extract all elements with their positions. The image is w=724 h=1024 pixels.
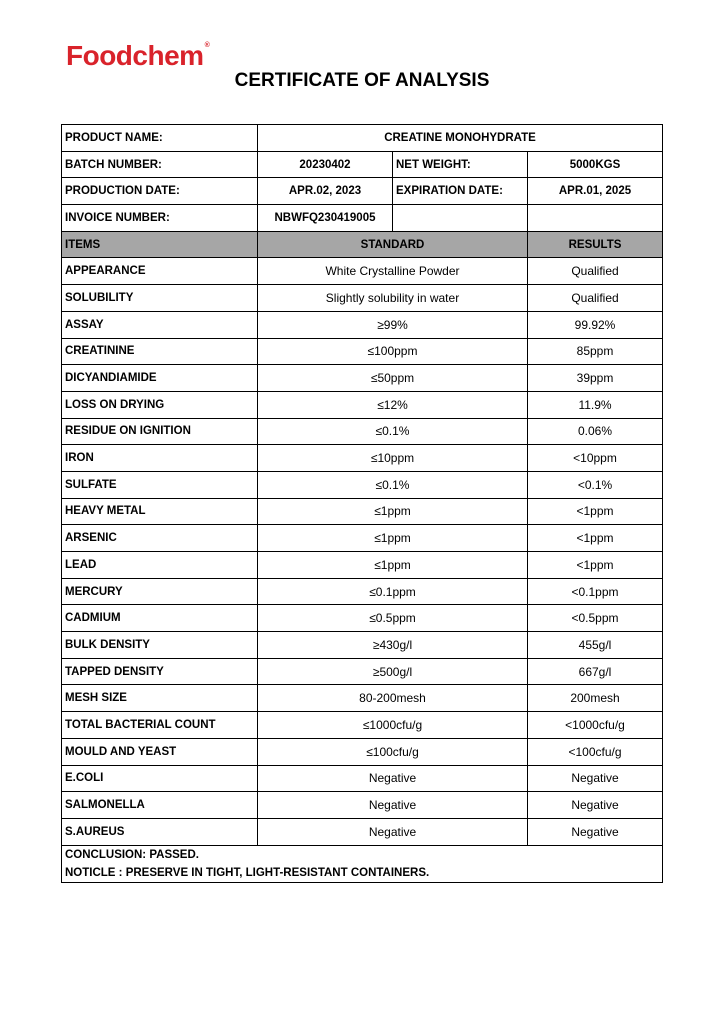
table-row [62,712,663,739]
table-row [62,498,663,525]
result-value: 99.92% [528,311,663,338]
item-name: DICYANDIAMIDE [62,365,258,392]
standard-value: ≥500g/l [258,658,528,685]
item-name: ASSAY [62,311,258,338]
item-name: ARSENIC [62,525,258,552]
product-name-label: PRODUCT NAME: [62,125,258,152]
logo-text: Foodchem [66,40,204,71]
standard-value: ≤50ppm [258,365,528,392]
item-name: BULK DENSITY [62,632,258,659]
item-name: CREATININE [62,338,258,365]
table-row [62,445,663,472]
item-name: LOSS ON DRYING [62,391,258,418]
table-row [62,338,663,365]
standard-value: Negative [258,818,528,845]
standard-value: Negative [258,765,528,792]
table-row [62,311,663,338]
production-date-row [62,178,663,205]
standard-value: White Crystalline Powder [258,258,528,285]
table-row [62,525,663,552]
standard-value: ≤1ppm [258,498,528,525]
invoice-number-label: INVOICE NUMBER: [62,205,258,232]
result-value: <1ppm [528,525,663,552]
item-name: TOTAL BACTERIAL COUNT [62,712,258,739]
table-row [62,818,663,845]
table-row [62,738,663,765]
result-value: 0.06% [528,418,663,445]
item-name: S.AUREUS [62,818,258,845]
production-date-value: APR.02, 2023 [258,178,393,205]
result-value: <1ppm [528,498,663,525]
standard-value: ≤0.1% [258,471,528,498]
table-row [62,605,663,632]
batch-number-label: BATCH NUMBER: [62,151,258,178]
product-name-value: CREATINE MONOHYDRATE [258,125,663,152]
standard-value: ≤100cfu/g [258,738,528,765]
table-row [62,418,663,445]
items-header: ITEMS [62,231,258,258]
table-row [62,285,663,312]
footer-row [62,845,663,882]
result-value: <1000cfu/g [528,712,663,739]
empty-cell [528,205,663,232]
table-row [62,552,663,579]
document-title: CERTIFICATE OF ANALYSIS [234,70,490,91]
table-row [62,632,663,659]
item-name: APPEARANCE [62,258,258,285]
production-date-label: PRODUCTION DATE: [62,178,258,205]
batch-number-value: 20230402 [258,151,393,178]
table-row [62,578,663,605]
table-row [62,471,663,498]
item-name: TAPPED DENSITY [62,658,258,685]
item-name: CADMIUM [62,605,258,632]
item-name: MERCURY [62,578,258,605]
result-value: <1ppm [528,552,663,579]
standard-value: ≤100ppm [258,338,528,365]
item-name: RESIDUE ON IGNITION [62,418,258,445]
standard-value: Negative [258,792,528,819]
result-value: Negative [528,818,663,845]
analysis-table [61,124,663,883]
item-name: SULFATE [62,471,258,498]
invoice-number-value: NBWFQ230419005 [258,205,393,232]
table-row [62,765,663,792]
item-name: IRON [62,445,258,472]
result-value: <0.1% [528,471,663,498]
product-name-row [62,125,663,152]
standard-value: ≥99% [258,311,528,338]
footer-body [62,845,663,882]
net-weight-label: NET WEIGHT: [393,151,528,178]
standard-value: ≤1000cfu/g [258,712,528,739]
standard-value: 80-200mesh [258,685,528,712]
standard-value: ≥430g/l [258,632,528,659]
result-value: Qualified [528,285,663,312]
trademark-symbol: ® [204,42,210,49]
item-name: SALMONELLA [62,792,258,819]
result-value: Negative [528,792,663,819]
result-value: <0.5ppm [528,605,663,632]
table-header-row [62,231,663,258]
result-value: Qualified [528,258,663,285]
analysis-table-body [62,125,663,846]
item-name: SOLUBILITY [62,285,258,312]
standard-value: ≤1ppm [258,525,528,552]
empty-cell [393,205,528,232]
conclusion-text: CONCLUSION: PASSED. [65,848,199,861]
standard-value: Slightly solubility in water [258,285,528,312]
result-value: 11.9% [528,391,663,418]
item-name: MESH SIZE [62,685,258,712]
result-value: 85ppm [528,338,663,365]
result-value: <0.1ppm [528,578,663,605]
table-row [62,258,663,285]
item-name: E.COLI [62,765,258,792]
result-value: 455g/l [528,632,663,659]
notice-text: NOTICLE : PRESERVE IN TIGHT, LIGHT-RESISTANT CONTAINERS. [65,866,430,879]
results-header: RESULTS [528,231,663,258]
invoice-number-row [62,205,663,232]
standard-value: ≤0.1ppm [258,578,528,605]
foodchem-logo [66,40,209,72]
result-value: 200mesh [528,685,663,712]
table-row [62,365,663,392]
result-value: Negative [528,765,663,792]
standard-value: ≤1ppm [258,552,528,579]
standard-value: ≤12% [258,391,528,418]
expiration-date-value: APR.01, 2025 [528,178,663,205]
standard-value: ≤0.5ppm [258,605,528,632]
table-row [62,658,663,685]
item-name: HEAVY METAL [62,498,258,525]
batch-number-row [62,151,663,178]
standard-value: ≤0.1% [258,418,528,445]
result-value: 39ppm [528,365,663,392]
item-name: LEAD [62,552,258,579]
table-row [62,391,663,418]
standard-header: STANDARD [258,231,528,258]
table-row [62,792,663,819]
footer-cell [62,845,663,882]
result-value: <10ppm [528,445,663,472]
result-value: <100cfu/g [528,738,663,765]
expiration-date-label: EXPIRATION DATE: [393,178,528,205]
standard-value: ≤10ppm [258,445,528,472]
table-row [62,685,663,712]
item-name: MOULD AND YEAST [62,738,258,765]
result-value: 667g/l [528,658,663,685]
net-weight-value: 5000KGS [528,151,663,178]
